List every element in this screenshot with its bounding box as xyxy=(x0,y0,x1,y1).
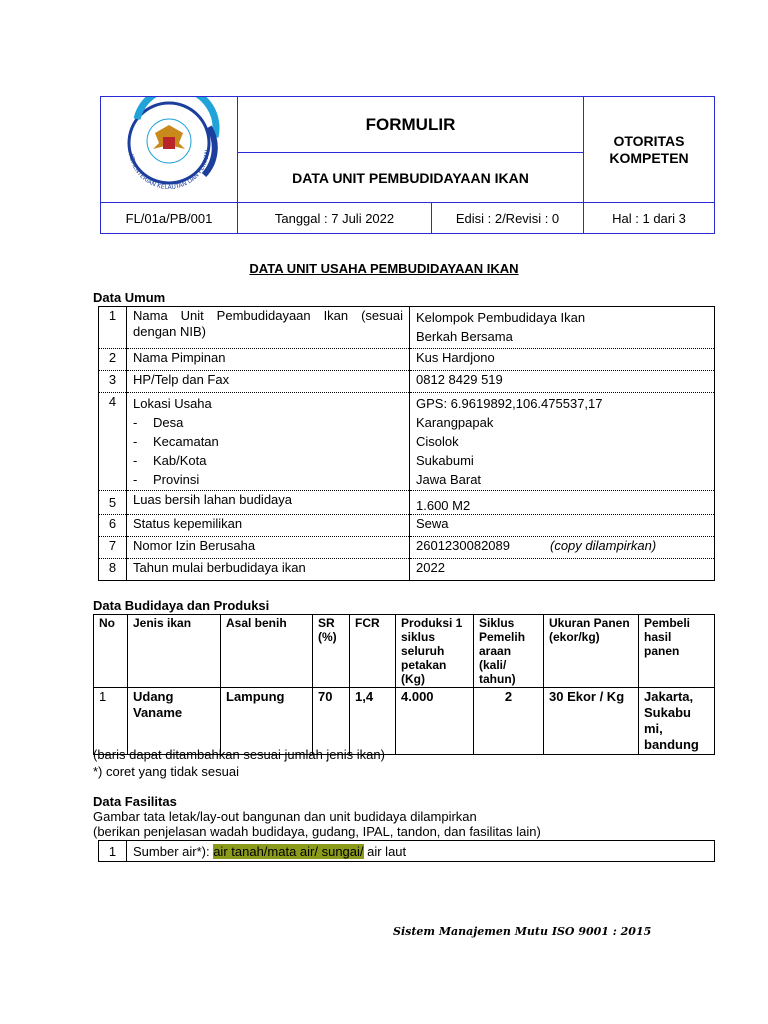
column-header: Asal benih xyxy=(221,615,313,688)
document-title: DATA UNIT USAHA PEMBUDIDAYAAN IKAN xyxy=(249,261,519,276)
row-number: 6 xyxy=(99,515,127,537)
row-label: Nomor Izin Berusaha xyxy=(127,537,410,559)
cell-produksi: 4.000 xyxy=(396,688,474,755)
table-row xyxy=(99,491,715,515)
form-page: Hal : 1 dari 3 xyxy=(584,203,715,234)
form-title: FORMULIR xyxy=(238,97,584,153)
table-row xyxy=(94,688,715,755)
column-header: Siklus Pemelih araan (kali/ tahun) xyxy=(474,615,544,688)
row-value-line: Berkah Bersama xyxy=(416,329,513,344)
strike-note: *) coret yang tidak sesuai xyxy=(93,764,239,779)
copy-note: (copy dilampirkan) xyxy=(550,538,657,553)
cell-jenis: Udang Vaname xyxy=(128,688,221,755)
form-date: Tanggal : 7 Juli 2022 xyxy=(238,203,432,234)
water-source-cell: Sumber air*): air tanah/mata air/ sungai/ air laut xyxy=(127,841,715,862)
form-header xyxy=(100,96,715,234)
table-row xyxy=(99,841,715,862)
row-label: HP/Telp dan Fax xyxy=(127,371,410,393)
data-umum-table xyxy=(98,306,715,581)
row-number: 5 xyxy=(99,491,127,515)
column-header: No xyxy=(94,615,128,688)
form-subtitle: DATA UNIT PEMBUDIDAYAAN IKAN xyxy=(238,153,584,203)
table-row xyxy=(99,393,715,491)
fasilitas-table xyxy=(98,840,715,862)
column-header: Produksi 1 siklus seluruh petakan (Kg) xyxy=(396,615,474,688)
cell-asal: Lampung xyxy=(221,688,313,755)
row-label: Nama Unit Pembudidayaan Ikan (sesuai dengan NIB) xyxy=(127,307,410,349)
table-row xyxy=(99,537,715,559)
cell-pembeli: Jakarta, Sukabu mi, bandung xyxy=(639,688,715,755)
sub-item: - Kecamatan xyxy=(133,434,219,449)
row-label: Luas bersih lahan budidaya xyxy=(127,491,410,515)
row-label: Nama Pimpinan xyxy=(127,349,410,371)
row-value-line: Kelompok Pembudidaya Ikan xyxy=(416,310,586,325)
fasilitas-heading: Data Fasilitas xyxy=(93,794,177,809)
table-row xyxy=(99,371,715,393)
row-value xyxy=(410,307,715,349)
column-header: FCR xyxy=(350,615,396,688)
table-row xyxy=(99,307,715,349)
form-edition: Edisi : 2/Revisi : 0 xyxy=(432,203,584,234)
row-number: 1 xyxy=(99,841,127,862)
row-number: 3 xyxy=(99,371,127,393)
authority-line1: OTORITAS xyxy=(613,132,685,149)
row-number: 8 xyxy=(99,559,127,581)
row-label: Tahun mulai berbudidaya ikan xyxy=(127,559,410,581)
row-label xyxy=(127,393,410,491)
column-header: Jenis ikan xyxy=(128,615,221,688)
table-header-row xyxy=(94,615,715,688)
data-umum-heading: Data Umum xyxy=(93,290,166,305)
row-number: 7 xyxy=(99,537,127,559)
table-row xyxy=(99,515,715,537)
cell-siklus: 2 xyxy=(474,688,544,755)
row-value: Sewa xyxy=(410,515,715,537)
row-number: 4 xyxy=(99,393,127,491)
sub-item: - Provinsi xyxy=(133,472,200,487)
row-label: Status kepemilikan xyxy=(127,515,410,537)
sub-item: - Desa xyxy=(133,415,184,430)
cell-ukuran: 30 Ekor / Kg xyxy=(544,688,639,755)
form-code: FL/01a/PB/001 xyxy=(101,203,238,234)
row-value: 1.600 M2 xyxy=(410,491,715,515)
add-rows-note: (baris dapat ditambahkan sesuai jumlah jenis ikan) xyxy=(93,747,385,762)
table-row xyxy=(99,559,715,581)
column-header: SR (%) xyxy=(313,615,350,688)
logo-text: KEMENTERIAN KELAUTAN DAN PERIKAN xyxy=(127,149,212,192)
row-value: 2022 xyxy=(410,559,715,581)
row-number: 2 xyxy=(99,349,127,371)
row-value: 0812 8429 519 xyxy=(410,371,715,393)
row-value: 2601230082089 (copy dilampirkan) xyxy=(410,537,715,559)
row-value: Kus Hardjono xyxy=(410,349,715,371)
column-header: Ukuran Panen (ekor/kg) xyxy=(544,615,639,688)
authority-cell xyxy=(584,97,715,203)
authority-line2: KOMPETEN xyxy=(609,149,689,166)
layout-note: Gambar tata letak/lay-out bangunan dan unit budidaya dilampirkan xyxy=(93,809,477,824)
budidaya-heading: Data Budidaya dan Produksi xyxy=(93,598,270,613)
cell-fcr: 1,4 xyxy=(350,688,396,755)
facilities-note: (berikan penjelasan wadah budidaya, gudang, IPAL, tandon, dan fasilitas lain) xyxy=(93,824,541,839)
table-row xyxy=(99,349,715,371)
row-number: 1 xyxy=(99,307,127,349)
column-header: Pembeli hasil panen xyxy=(639,615,715,688)
kkp-logo xyxy=(109,97,229,197)
footer-iso: Sistem Manajemen Mutu ISO 9001 : 2015 xyxy=(393,925,652,938)
highlighted-options: air tanah/mata air/ sungai/ xyxy=(213,843,364,859)
row-value: GPS: 6.9619892,106.475537,17 Karangpapak Cisolok Sukabumi Jawa Barat xyxy=(410,393,715,491)
logo-cell xyxy=(101,97,238,203)
row-label-text: Lokasi Usaha xyxy=(133,396,212,411)
sub-item: - Kab/Kota xyxy=(133,453,207,468)
budidaya-table xyxy=(93,614,715,755)
cell-no: 1 xyxy=(94,688,128,755)
cell-sr: 70 xyxy=(313,688,350,755)
